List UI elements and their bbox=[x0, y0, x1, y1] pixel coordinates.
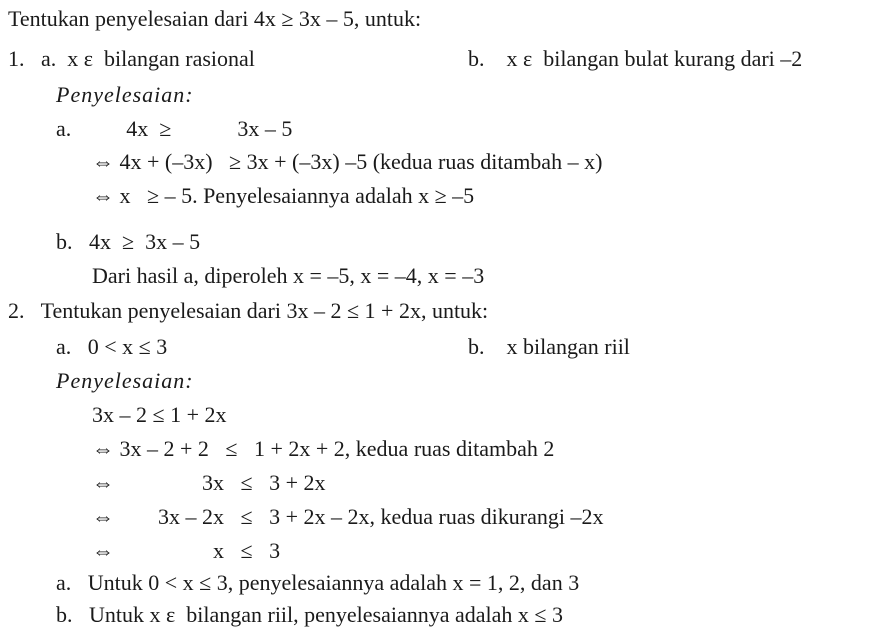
problem-2-intro: 2. Tentukan penyelesaian dari 3x – 2 ≤ 1 + 2x, untuk: bbox=[8, 298, 489, 323]
problem-2-part-a: a. 0 < x ≤ 3 bbox=[56, 334, 168, 359]
solution-heading-1: Penyelesaian: bbox=[56, 82, 194, 107]
solution-2-step-2: ⇔ 3x – 2 + 2 ≤ 1 + 2x + 2, kedua ruas ditambah 2 bbox=[92, 436, 555, 461]
problem-1-intro: Tentukan penyelesaian dari 4x ≥ 3x – 5, untuk: bbox=[8, 6, 422, 31]
solution-1a-step-1: a. 4x ≥ 3x – 5 bbox=[56, 116, 293, 141]
solution-2-conclusion-b: b. Untuk x ε bilangan riil, penyelesaiannya adalah x ≤ 3 bbox=[56, 602, 564, 627]
problem-1-part-a: 1. a. x ε bilangan rasional bbox=[8, 46, 255, 71]
solution-1a-step-2: ⇔ 4x + (–3x) ≥ 3x + (–3x) –5 (kedua ruas ditambah – x) bbox=[92, 149, 603, 174]
solution-2-step-5: ⇔ x ≤ 3 bbox=[92, 538, 281, 563]
solution-2-step-1: 3x – 2 ≤ 1 + 2x bbox=[92, 402, 227, 427]
problem-2-part-b: b. x bilangan riil bbox=[468, 334, 630, 359]
solution-1b-result: Dari hasil a, diperoleh x = –5, x = –4, x = –3 bbox=[92, 263, 485, 288]
problem-1-part-b: b. x ε bilangan bulat kurang dari –2 bbox=[468, 46, 803, 71]
solution-2-step-4: ⇔ 3x – 2x ≤ 3 + 2x – 2x, kedua ruas dikurangi –2x bbox=[92, 504, 604, 529]
solution-1b-step-1: b. 4x ≥ 3x – 5 bbox=[56, 229, 201, 254]
solution-2-step-3: ⇔ 3x ≤ 3 + 2x bbox=[92, 470, 326, 495]
solution-heading-2: Penyelesaian: bbox=[56, 368, 194, 393]
solution-2-conclusion-a: a. Untuk 0 < x ≤ 3, penyelesaiannya adalah x = 1, 2, dan 3 bbox=[56, 570, 580, 595]
solution-1a-step-3: ⇔ x ≥ – 5. Penyelesaiannya adalah x ≥ –5 bbox=[92, 183, 475, 208]
